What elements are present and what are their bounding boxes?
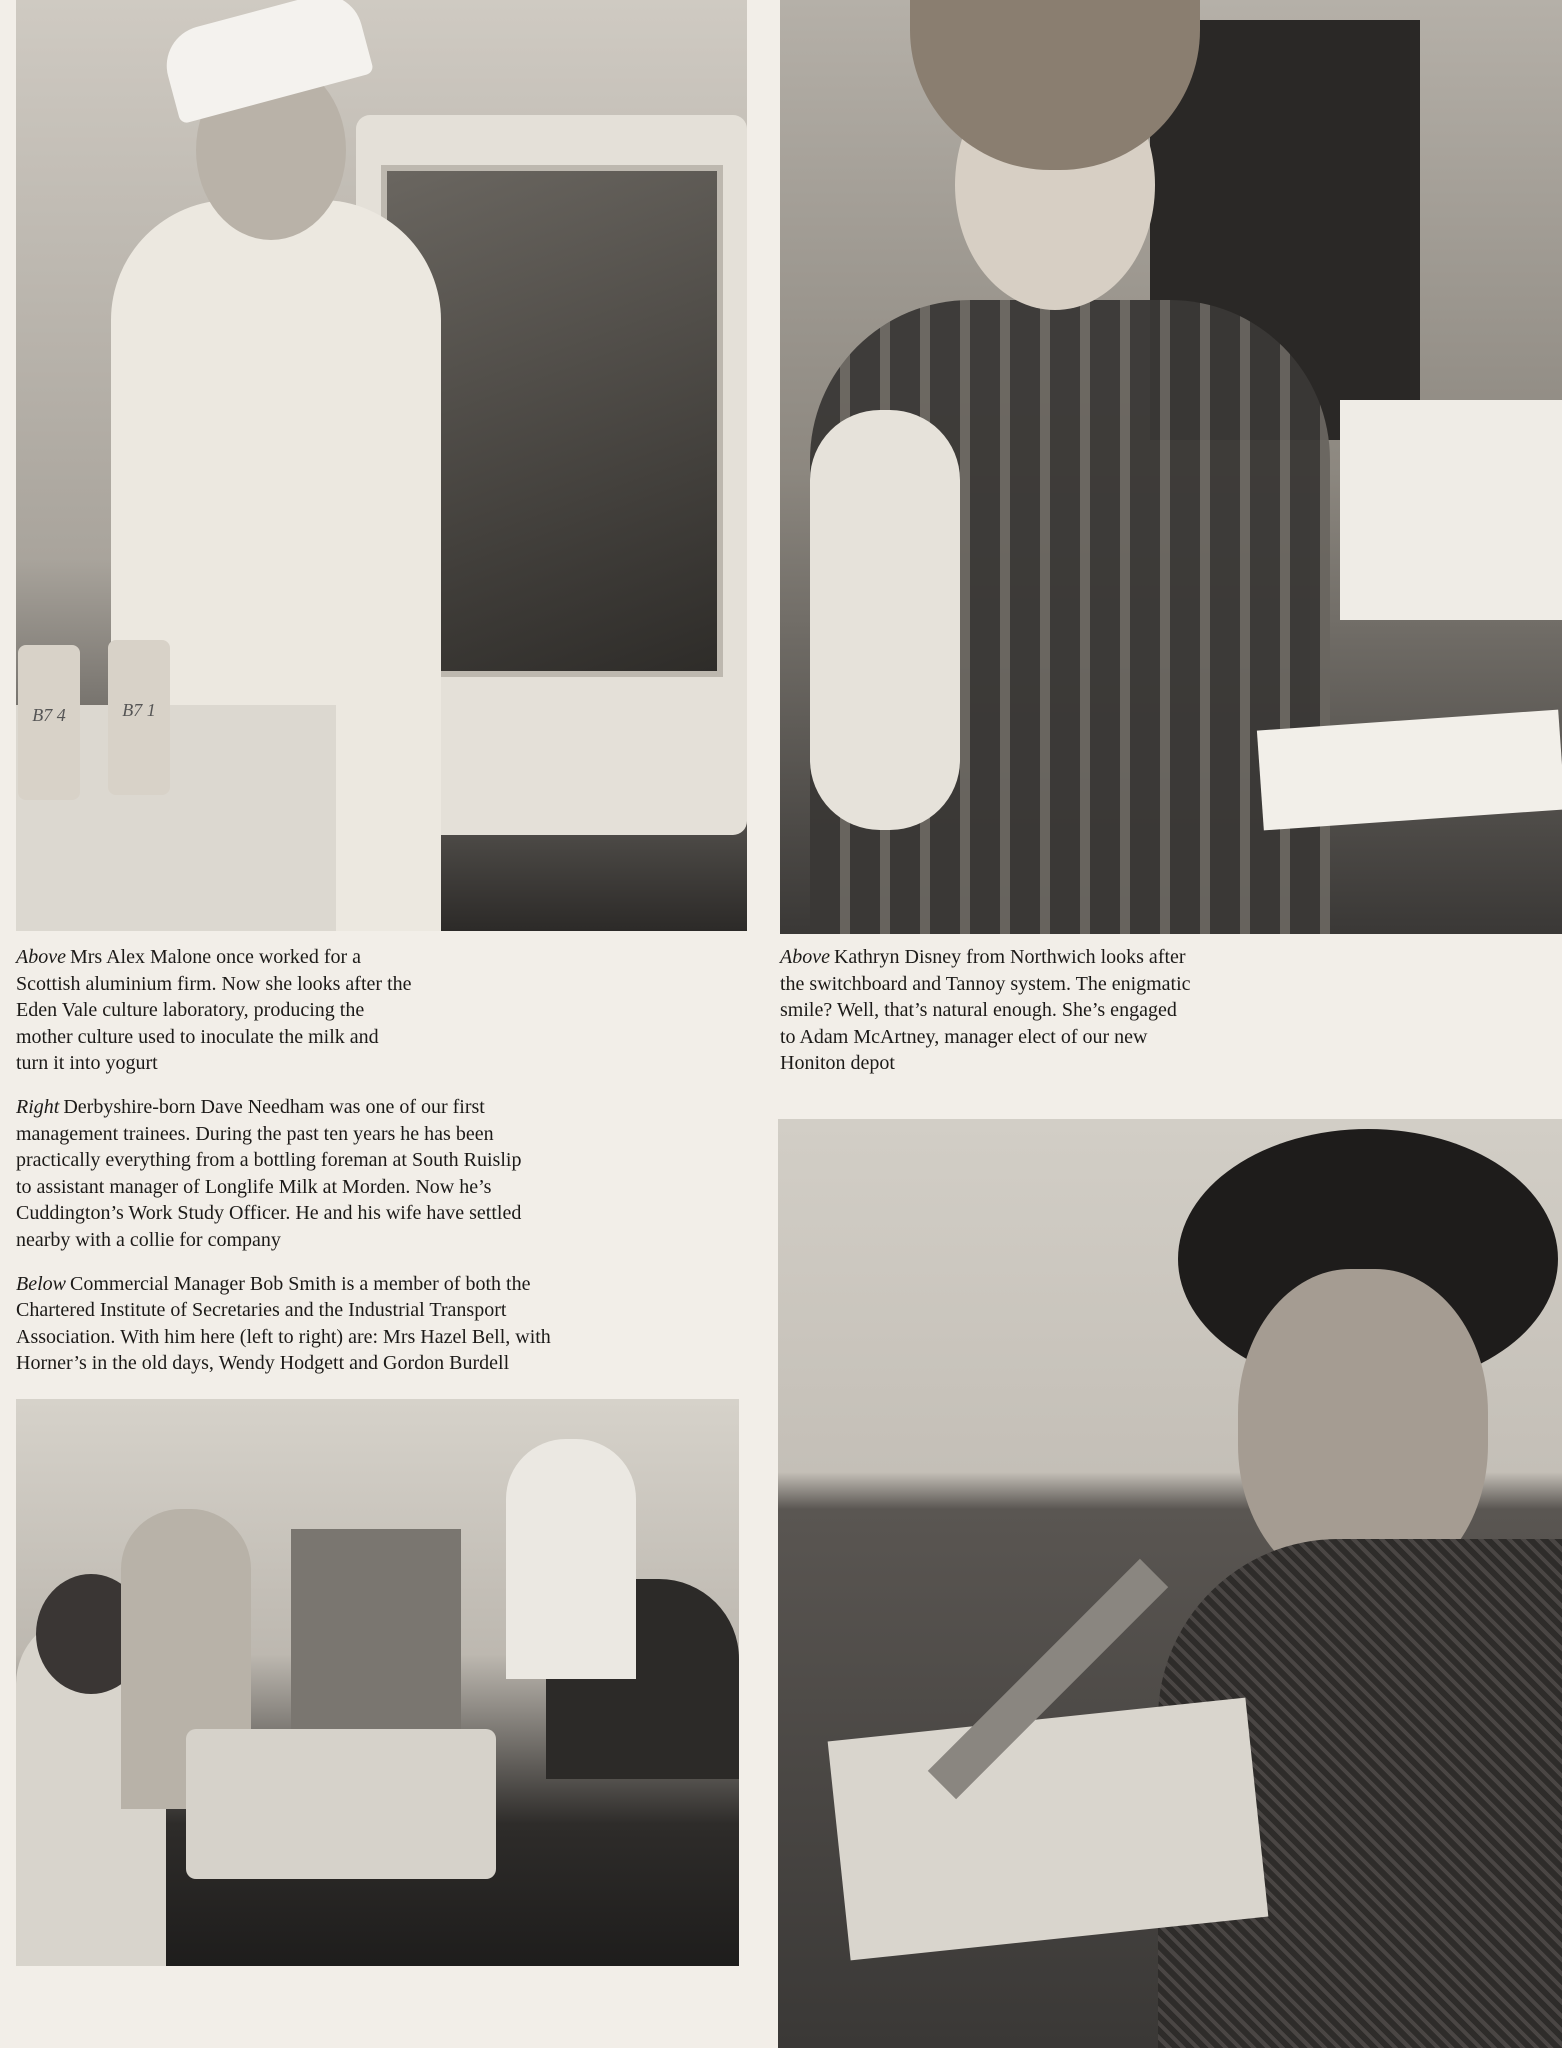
papers (828, 1698, 1269, 1961)
caption-line: Derbyshire-born Dave Needham was one of our first (63, 1095, 485, 1118)
caption-line: Scottish aluminium firm. Now she looks after the (16, 972, 412, 995)
caption-line: to Adam McArtney, manager elect of our new (780, 1025, 1148, 1048)
photo-work-study-officer (778, 1119, 1562, 2048)
papers (1340, 400, 1562, 620)
caption-line: Chartered Institute of Secretaries and the Industrial Transport (16, 1299, 507, 1322)
filing-cabinet (291, 1529, 461, 1729)
bottle-label: B7 4 (32, 705, 66, 725)
bottle (18, 645, 80, 800)
caption-lead: Above (16, 946, 66, 968)
caption-lead: Below (16, 1272, 66, 1295)
caption-line: Horner’s in the old days, Wendy Hodgett and Gordon Burdell (16, 1352, 510, 1375)
caption-below-smith (16, 1271, 746, 1377)
bottle (108, 640, 170, 795)
bottle-label: B7 1 (122, 700, 156, 720)
caption-line: Eden Vale culture laboratory, producing the (16, 999, 365, 1022)
caption-line: mother culture used to inoculate the milk and (16, 1025, 379, 1048)
caption-above-disney (780, 944, 1340, 1077)
caption-line: management trainees. During the past ten years he has been (16, 1122, 494, 1145)
caption-line: Cuddington’s Work Study Officer. He and his wife have settled (16, 1202, 522, 1225)
caption-line: turn it into yogurt (16, 1052, 158, 1075)
caption-line: Kathryn Disney from Northwich looks after (833, 946, 1186, 968)
caption-column-left (16, 944, 746, 1394)
typewriter (186, 1729, 496, 1879)
blouse-sleeve (810, 410, 960, 830)
caption-line: the switchboard and Tannoy system. The enigmatic (780, 972, 1191, 995)
caption-column-right (780, 944, 1340, 1094)
caption-line: Commercial Manager Bob Smith is a member of both the (70, 1272, 531, 1295)
caption-lead: Right (16, 1095, 60, 1118)
caption-above-malone (16, 944, 746, 1077)
photo-lab-technician (16, 0, 747, 931)
caption-right-needham (16, 1094, 746, 1254)
caption-line: Association. With him here (left to right) are: Mrs Hazel Bell, with (16, 1325, 551, 1348)
caption-line: to assistant manager of Longlife Milk at Morden. Now he’s (16, 1175, 492, 1198)
man-lab-coat (506, 1439, 636, 1679)
desk-paper (1257, 710, 1562, 831)
caption-line: Honiton depot (780, 1052, 895, 1075)
caption-line: nearby with a collie for company (16, 1228, 281, 1251)
photo-switchboard-operator (780, 0, 1562, 934)
photo-commercial-office (16, 1399, 739, 1966)
caption-lead: Above (780, 946, 830, 968)
caption-line: Mrs Alex Malone once worked for a (69, 946, 362, 968)
caption-line: practically everything from a bottling foreman at South Ruislip (16, 1149, 522, 1172)
caption-line: smile? Well, that’s natural enough. She’s engaged (780, 999, 1177, 1022)
